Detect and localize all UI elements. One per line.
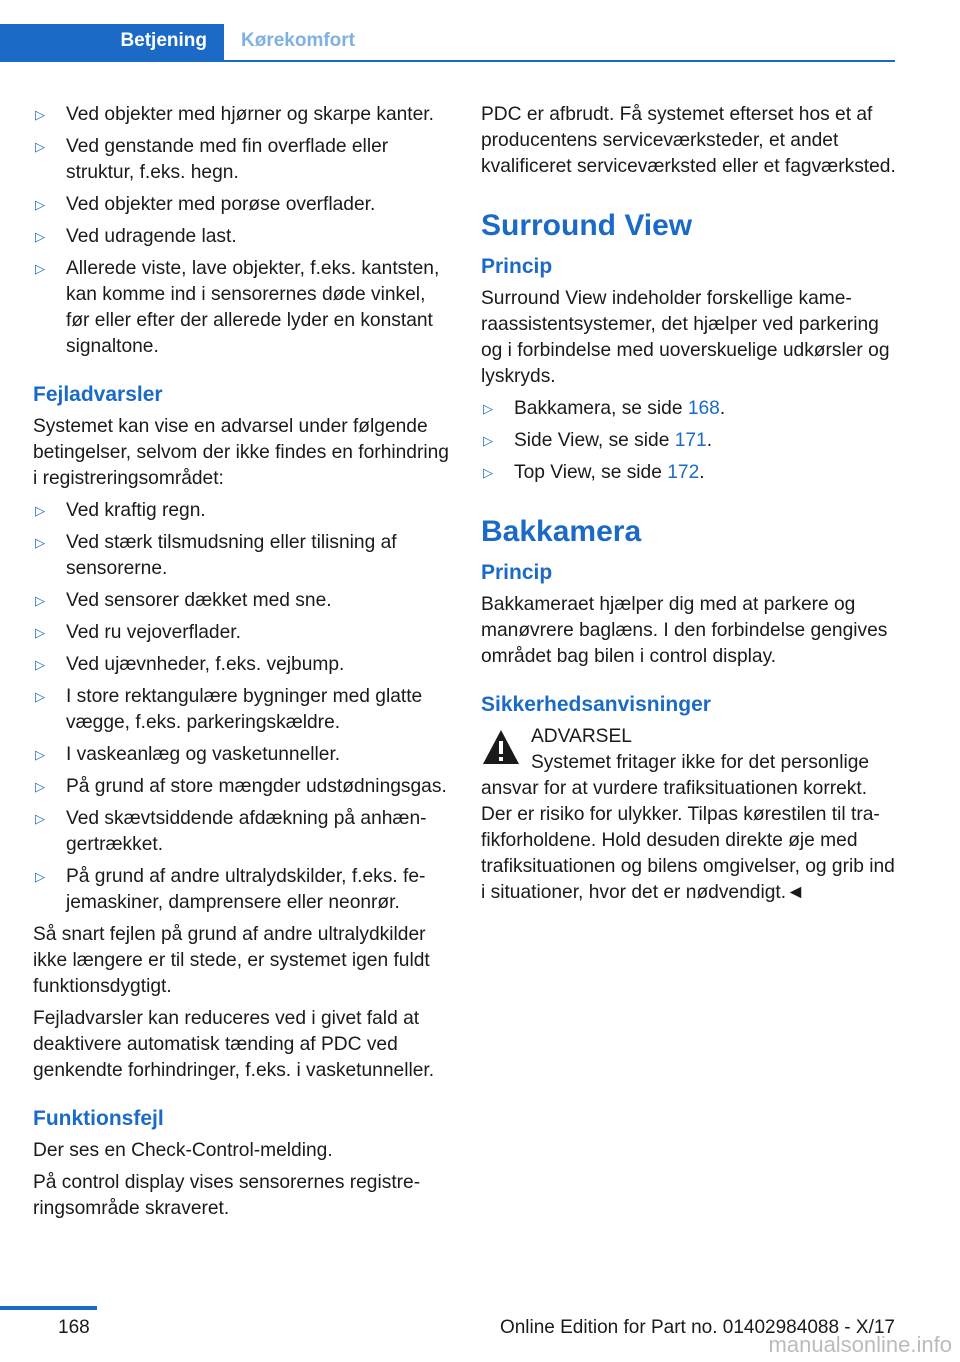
footer-divider [0, 1306, 97, 1310]
triangle-right-icon: ▷ [35, 229, 45, 244]
list-item [33, 774, 449, 800]
funktionsfejl-paragraph: På control display vises sensorernes registreringsområde skraveret. [33, 1172, 421, 1219]
list-item-text: Ved objekter med porøse overflader. [66, 194, 376, 215]
list-item-text: Ved objekter med hjørner og skarpe kanter. [66, 104, 434, 125]
warning-block [481, 724, 897, 906]
page-link-172[interactable]: 172 [667, 462, 700, 483]
list-item: ▷ Bakkamera, se side 168. [481, 396, 897, 422]
triangle-right-icon: ▷ [35, 747, 45, 762]
fejladvarsler-intro: Systemet kan vise en advarsel under følgende betingelser, selvom der ikke findes en forhindring i registreringsområdet: [33, 416, 449, 489]
list-item [33, 102, 449, 128]
list-item [33, 620, 449, 646]
list-item: ▷ Top View, se side 172. [481, 460, 897, 486]
list-item [33, 224, 449, 250]
fejladvarsler-paragraph: Så snart fejlen på grund af andre ultralydkilder ikke længere er til stede, er systemet igen fuldt funktionsdygtigt. [33, 924, 430, 997]
triangle-right-icon: ▷ [35, 689, 45, 704]
page-header [0, 0, 960, 62]
triangle-right-icon: ▷ [483, 465, 493, 480]
left-column [33, 102, 449, 1228]
list-item [33, 652, 449, 678]
tab-korekomfort [224, 24, 895, 62]
heading-surround-view: Surround View [481, 209, 693, 242]
list-item [33, 864, 449, 916]
list-item [33, 256, 449, 360]
list-item-text: Ved kraftig regn. [66, 500, 206, 521]
list-item-text: I store rektangulære bygninger med glatte vægge, f.eks. parkeringskældre. [66, 686, 423, 733]
list-item-text: Ved udragende last. [66, 226, 237, 247]
triangle-right-icon: ▷ [35, 503, 45, 518]
list-item [33, 498, 449, 524]
triangle-right-icon: ▷ [35, 139, 45, 154]
warning-title: ADVARSEL [531, 726, 632, 747]
triangle-right-icon: ▷ [35, 811, 45, 826]
pdc-continuation-paragraph: PDC er afbrudt. Få systemet efterset hos et af producentens serviceværksteder, et andet kvalificeret serviceværksted eller et fagværksted. [481, 104, 896, 177]
list-item-text: Ved genstande med fin overflade eller struktur, f.eks. hegn. [66, 136, 389, 183]
list-item [33, 806, 449, 858]
list-item-text: Ved sensorer dækket med sne. [66, 590, 332, 611]
right-column [481, 102, 897, 906]
list-item-text: Ved skævtsiddende afdækning på anhængertrækket. [66, 808, 427, 855]
triangle-right-icon: ▷ [35, 779, 45, 794]
triangle-right-icon: ▷ [35, 625, 45, 640]
tab-betjening [0, 24, 224, 62]
triangle-right-icon: ▷ [35, 261, 45, 276]
list-item [33, 684, 449, 736]
fejladvarsler-paragraph: Fejladvarsler kan reduceres ved i givet fald at deaktivere automatisk tænding af PDC ved genkendte forhindringer, f.eks. i vasketunneller. [33, 1008, 435, 1081]
triangle-right-icon: ▷ [35, 869, 45, 884]
tab-korekomfort-label: Kørekomfort [241, 30, 356, 51]
header-divider [224, 60, 895, 62]
list-item [33, 742, 449, 768]
funktionsfejl-paragraph: Der ses en Check-Control-melding. [33, 1140, 333, 1161]
list-item-text: På grund af store mængder udstødningsgas. [66, 776, 447, 797]
list-item-text: Allerede viste, lave objekter, f.eks. kantsten, kan komme ind i sensorernes døde vinkel, før eller efter der allerede lyder en konstant signaltone. [66, 258, 440, 357]
tab-betjening-label: Betjening [120, 30, 207, 51]
edition-text: Online Edition for Part no. 01402984088 - X/17 [499, 1317, 895, 1338]
list-item-text: Ved stærk tilsmudsning eller tilisning af sensorerne. [66, 532, 397, 579]
page-link-168[interactable]: 168 [687, 398, 720, 419]
triangle-right-icon: ▷ [35, 535, 45, 550]
list-item: ▷ Side View, se side 171. [481, 428, 897, 454]
list-item [33, 192, 449, 218]
list-item-text: I vaskeanlæg og vasketunneller. [66, 744, 341, 765]
list-item-text: Ved ujævnheder, f.eks. vejbump. [66, 654, 345, 675]
list-item [33, 134, 449, 186]
warning-triangle-icon [481, 728, 521, 766]
bakkamera-paragraph: Bakkameraet hjælper dig med at parkere og manøvrere baglæns. I den forbindelse gengives området bag bilen i control display. [481, 594, 888, 667]
list-item [33, 588, 449, 614]
page-number: 168 [58, 1317, 90, 1338]
heading-funktionsfejl: Funktionsfejl [33, 1107, 164, 1130]
surround-view-paragraph: Surround View indeholder forskellige kameraassistentsystemer, det hjælper ved parkering og i forbindelse med uoverskuelige udkørsler og lyskryds. [481, 288, 890, 387]
page-link-171[interactable]: 171 [674, 430, 707, 451]
heading-bakkamera: Bakkamera [481, 515, 642, 548]
heading-fejladvarsler: Fejladvarsler [33, 383, 163, 406]
watermark: manualsonline.info [768, 1332, 952, 1357]
heading-princip: Princip [481, 561, 553, 584]
list-item-text: På grund af andre ultralydskilder, f.eks. fejemaskiner, damprensere eller neonrør. [66, 866, 426, 913]
triangle-right-icon: ▷ [35, 593, 45, 608]
warning-text: Systemet fritager ikke for det personlige ansvar for at vurdere trafiksituationen korrekt. Der er risiko for ulykker. Tilpas kørestilen til trafikforholdene. Hold desuden direkte øje med trafiksituationen og bilens omgivelser, og grib ind i situationer, hvor det er nødvendigt.◄ [481, 752, 895, 903]
heading-princip: Princip [481, 255, 553, 278]
list-item-text: Ved ru vejoverflader. [66, 622, 241, 643]
list-item [33, 530, 449, 582]
triangle-right-icon: ▷ [35, 197, 45, 212]
triangle-right-icon: ▷ [35, 107, 45, 122]
triangle-right-icon: ▷ [35, 657, 45, 672]
triangle-right-icon: ▷ [483, 401, 493, 416]
heading-sikkerhedsanvisninger: Sikkerhedsanvisninger [481, 693, 711, 716]
triangle-right-icon: ▷ [483, 433, 493, 448]
